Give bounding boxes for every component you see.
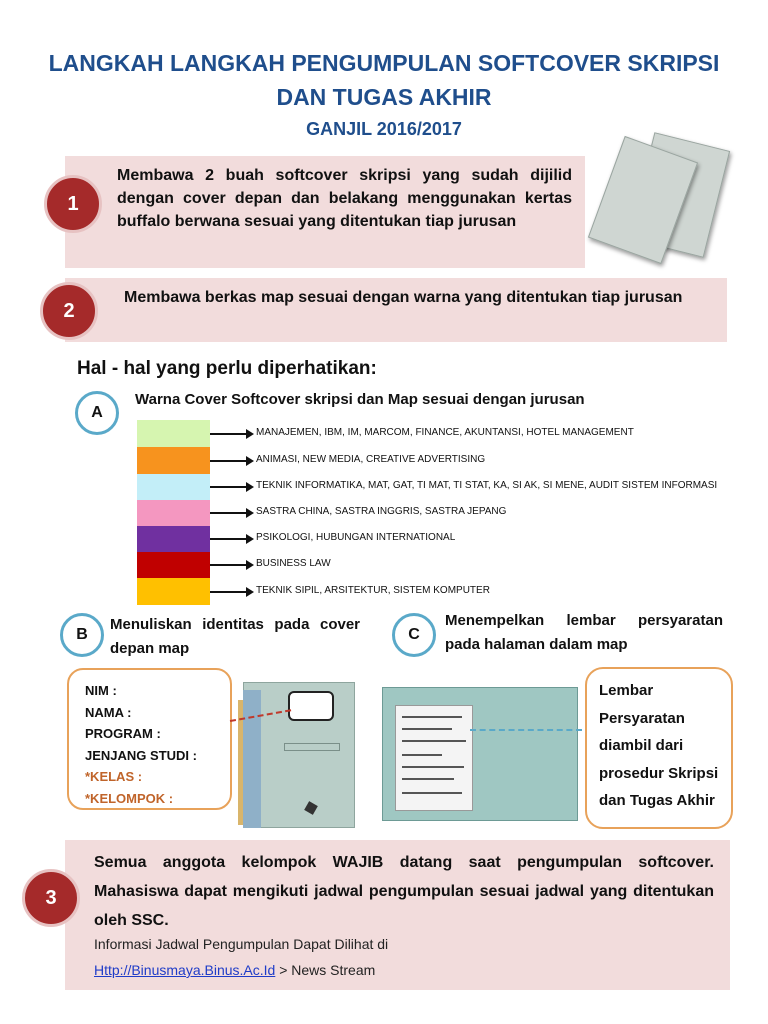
- field-program: PROGRAM :: [85, 726, 161, 741]
- pointer-line-c: [470, 729, 582, 731]
- binusmaya-link[interactable]: Http://Binusmaya.Binus.Ac.Id: [94, 962, 276, 978]
- arrow-icon: [210, 564, 252, 566]
- arrow-icon: [210, 486, 252, 488]
- field-jenjang-studi: JENJANG STUDI :: [85, 747, 197, 763]
- notes-title: Hal - hal yang perlu diperhatikan:: [77, 358, 377, 379]
- arrow-icon: [210, 512, 252, 514]
- arrow-icon: [210, 538, 252, 540]
- field-kelompok: *KELOMPOK :: [85, 790, 174, 806]
- note-line: Lembar: [599, 682, 654, 699]
- color-swatch-label: TEKNIK SIPIL, ARSITEKTUR, SISTEM KOMPUTER: [256, 584, 490, 596]
- color-swatch: [137, 420, 210, 447]
- arrow-icon: [210, 460, 252, 462]
- note-line: Persyaratan: [599, 709, 685, 727]
- color-swatch-label: MANAJEMEN, IBM, IM, MARCOM, FINANCE, AKUNTANSI, HOTEL MANAGEMENT: [256, 426, 634, 438]
- color-swatch: [137, 474, 210, 500]
- field-nama: NAMA :: [85, 704, 132, 720]
- color-swatch-label: BUSINESS LAW: [256, 558, 331, 569]
- step-2-text: Membawa berkas map sesuai dengan warna yang ditentukan tiap jurusan: [124, 289, 683, 306]
- field-kelas: *KELAS :: [85, 769, 143, 784]
- identity-fields-box: [67, 668, 232, 810]
- folder-label-window: [288, 691, 334, 721]
- info-text: Informasi Jadwal Pengumpulan Dapat Dilihat di: [94, 936, 389, 952]
- color-swatch-label: SASTRA CHINA, SASTRA INGGRIS, SASTRA JEPANG: [256, 506, 507, 517]
- requirement-sheet-image: [395, 705, 473, 811]
- arrow-icon: [210, 591, 252, 593]
- page-title-line2: DAN TUGAS AKHIR: [276, 84, 492, 110]
- step-1-text: Membawa 2 buah softcover skripsi yang sudah dijilid dengan cover depan dan belakang menggunakan kertas buffalo berwana sesuai yang ditentukan tiap jurusan: [117, 167, 572, 230]
- step-2-badge: 2: [40, 282, 98, 340]
- section-c-badge: C: [392, 613, 436, 657]
- info-suffix: > News Stream: [275, 962, 376, 978]
- step-1-badge: 1: [44, 175, 102, 233]
- color-swatch: [137, 447, 210, 474]
- color-swatch: [137, 500, 210, 526]
- section-b-badge: B: [60, 613, 104, 657]
- page-subtitle: GANJIL 2016/2017: [306, 119, 462, 139]
- section-a-title: Warna Cover Softcover skripsi dan Map sesuai dengan jurusan: [135, 391, 585, 408]
- section-c-text: Menempelkan lembar persyaratan pada halaman dalam map: [445, 612, 723, 653]
- info-link-line: [94, 962, 375, 978]
- section-b-text: Menuliskan identitas pada cover depan map: [110, 616, 360, 657]
- color-swatch-label: PSIKOLOGI, HUBUNGAN INTERNATIONAL: [256, 532, 456, 543]
- color-swatch-label: ANIMASI, NEW MEDIA, CREATIVE ADVERTISING: [256, 453, 486, 465]
- section-a-badge: A: [75, 391, 119, 435]
- note-line: diambil dari: [599, 737, 684, 754]
- step-3-text: Semua anggota kelompok WAJIB datang saat pengumpulan softcover. Mahasiswa dapat mengikuti jadwal pengumpulan sesuai jadwal yang ditentukan oleh SSC.: [94, 854, 714, 929]
- arrow-icon: [210, 433, 252, 435]
- field-nim: NIM :: [85, 683, 117, 698]
- color-swatch: [137, 552, 210, 578]
- page-title-line1: LANGKAH LANGKAH PENGUMPULAN SOFTCOVER SKRIPSI: [48, 50, 720, 76]
- color-swatch: [137, 578, 210, 605]
- folder-spine: [243, 690, 261, 828]
- requirement-note-box: [585, 667, 733, 829]
- note-line: prosedur Skripsi: [599, 764, 719, 782]
- note-line: dan Tugas Akhir: [599, 792, 715, 809]
- color-swatch-label: TEKNIK INFORMATIKA, MAT, GAT, TI MAT, TI STAT, KA, SI AK, SI MENE, AUDIT SISTEM INFORMASI: [256, 480, 718, 491]
- step-3-badge: 3: [22, 869, 80, 927]
- color-swatch: [137, 526, 210, 552]
